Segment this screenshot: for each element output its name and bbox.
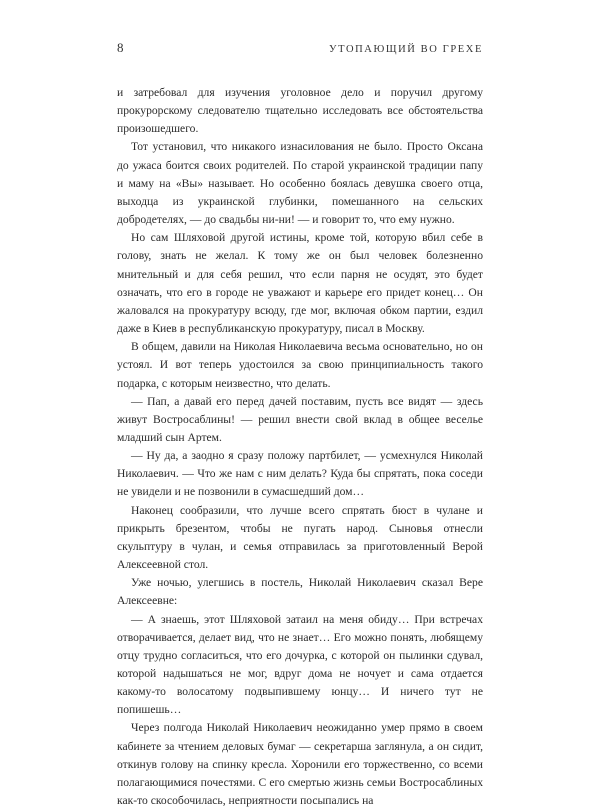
body-text: [117, 84, 483, 810]
paragraph: — А знаешь, этот Шляховой затаил на меня обиду… При встречах отворачивается, делает вид, что не знает… Его можно понять, любящему отцу трудно согласиться, что его дочурка, с которой он пылинки сдувал, которой надышаться не мог, вдруг дома не ночует и сама отдается какому-то волосатому подвыпившему юнцу… И ничего тут не попишешь…: [117, 612, 483, 717]
paragraph: — Ну да, а заодно я сразу положу партбилет, — усмехнулся Николай Николаевич. — Что же нам с ним делать? Куда бы спрятать, пока соседи не увидели и не позвонили в сумасшедший дом…: [117, 449, 483, 499]
paragraph: Тот установил, что никакого изнасилования не было. Просто Оксана до ужаса боится своих родителей. По старой украинской традиции папу и маму на «Вы» называет. Но особенно боялась девушка своего отца, выходца из украинской глубинки, помешанного на сельских добродетелях, — до свадьбы ни-ни! — и говорит то, что ему нужно.: [117, 140, 483, 227]
paragraph: Но сам Шляховой другой истины, кроме той, которую вбил себе в голову, знать не желал. К тому же он был человек болезненно мнительный и для себя решил, что если парня не осудят, это будет означать, что его в городе не уважают и карьере его придет конец… Он жаловался на прокуратуру всюду, где мог, включая обком партии, ездил даже в Киев в республиканскую прокуратуру, писал в Москву.: [117, 231, 483, 336]
paragraph: В общем, давили на Николая Николаевича весьма основательно, но он устоял. И вот теперь удостоился за свою принципиальность такого подарка, с которым неизвестно, что делать.: [117, 340, 483, 390]
running-header: [117, 40, 483, 60]
book-page: [117, 40, 483, 810]
paragraph: Через полгода Николай Николаевич неожиданно умер прямо в своем кабинете за чтением деловых бумаг — секретарша заглянула, а он сидит, откинув голову на спинку кресла. Хоронили его торжественно, со всеми полагающимися почестями. С его смертью жизнь семьи Востросаблиных как-то скособочилась, неприятности посыпались на: [117, 721, 483, 808]
page-number: 8: [117, 40, 124, 55]
running-title: УТОПАЮЩИЙ ВО ГРЕХЕ: [329, 44, 483, 55]
paragraph: — Пап, а давай его перед дачей поставим, пусть все видят — здесь живут Востросаблины! — решил внести свой вклад в общее веселье младший сын Артем.: [117, 394, 483, 444]
paragraph: Уже ночью, улегшись в постель, Николай Николаевич сказал Вере Алексеевне:: [117, 576, 483, 608]
paragraph: и затребовал для изучения уголовное дело и поручил другому прокурорскому следователю тщательно исследовать все обстоятельства произошедшего.: [117, 86, 483, 136]
paragraph: Наконец сообразили, что лучше всего спрятать бюст в чулане и прикрыть брезентом, чтобы не пугать народ. Сыновья отнесли скульптуру в чулан, и семья отправилась за приготовленный Верой Алексеевной стол.: [117, 503, 483, 572]
